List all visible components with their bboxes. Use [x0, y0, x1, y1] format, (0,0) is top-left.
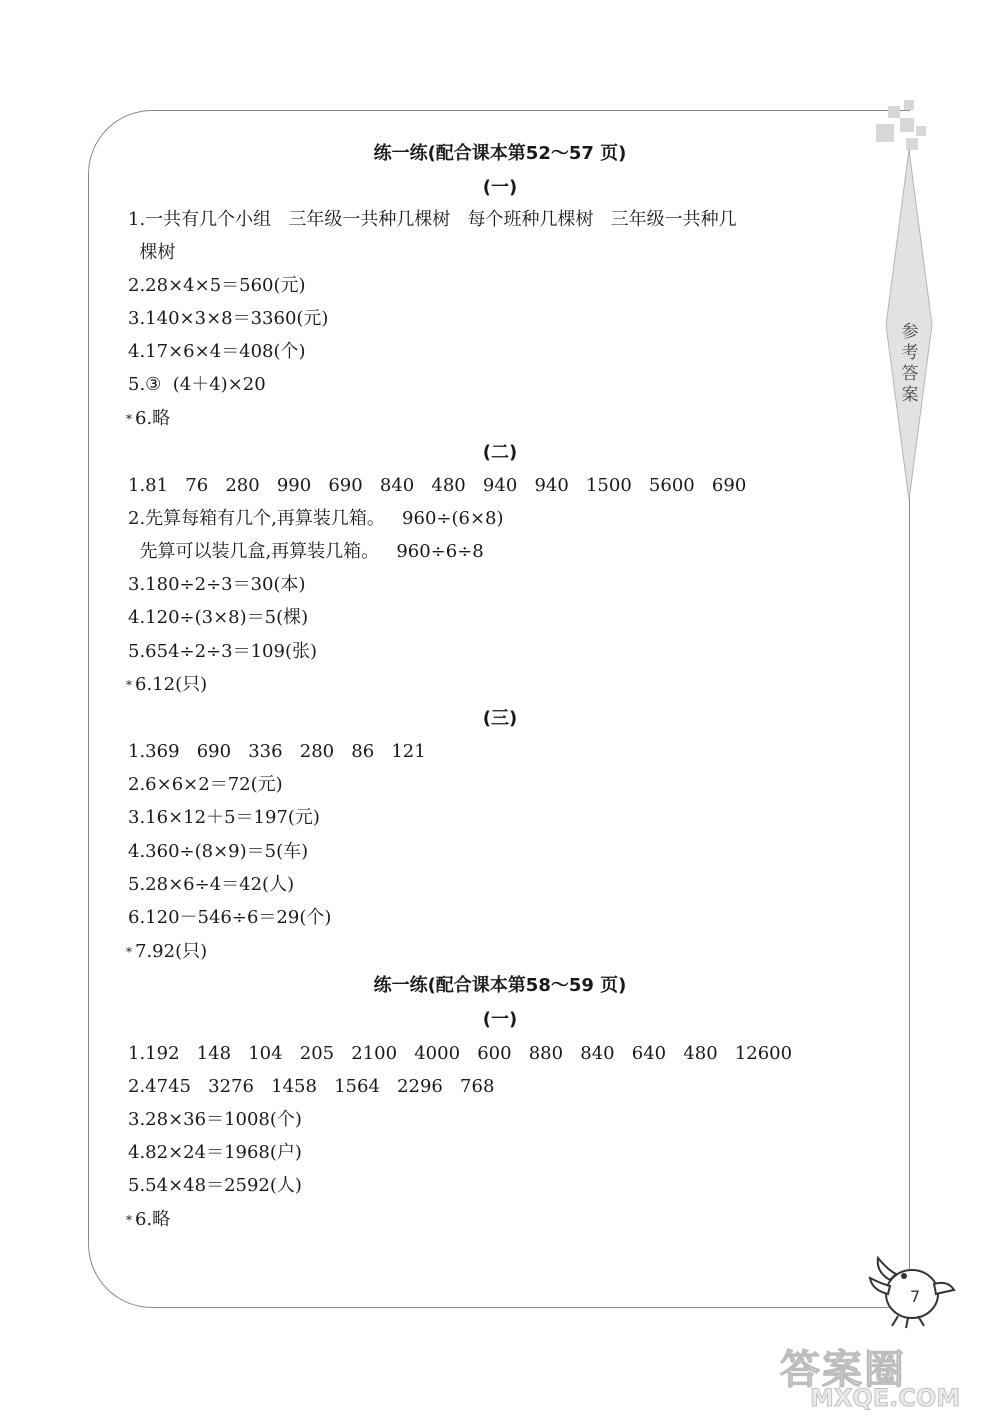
watermark-logo: [780, 1338, 990, 1418]
answer-text: 6.12(只): [135, 674, 208, 695]
answer-text: 6.略: [135, 408, 171, 429]
answer-line: 3.28×36＝1008(个): [128, 1109, 302, 1130]
answer-line: 先算可以装几盒,再算装几箱。 960÷6÷8: [128, 541, 484, 562]
part-heading: (一): [482, 1009, 518, 1030]
answer-line: 3.180÷2÷3＝30(本): [128, 574, 306, 595]
page-number: 7: [910, 1287, 921, 1306]
star-mark: *: [126, 945, 132, 959]
star-mark: *: [126, 678, 132, 692]
answer-line: 4.360÷(8×9)＝5(车): [128, 841, 309, 862]
answer-line: 4.82×24＝1968(户): [128, 1142, 302, 1163]
section-title: 练一练(配合课本第58～59 页): [373, 975, 627, 996]
part-heading: (三): [482, 708, 518, 729]
answer-line-starred: [126, 1208, 170, 1232]
answer-text: 7.92(只): [135, 941, 208, 962]
answer-line: 5.28×6÷4＝42(人): [128, 874, 295, 895]
section-title: 练一练(配合课本第52～57 页): [373, 143, 627, 164]
answer-line: 2.4745 3276 1458 1564 2296 768: [128, 1076, 495, 1097]
part-heading: (二): [482, 442, 518, 463]
side-label-answers: 参考答案: [901, 322, 919, 405]
answer-line: 5.③ (4＋4)×20: [128, 374, 266, 395]
watermark-url: MXQE.COM: [810, 1384, 961, 1412]
answer-line: 2.6×6×2＝72(元): [128, 774, 283, 795]
answer-line: 6.120－546÷6＝29(个): [128, 907, 332, 928]
answer-line: 5.54×48＝2592(人): [128, 1175, 302, 1196]
answer-line: 1.369 690 336 280 86 121: [128, 741, 426, 762]
answer-line-starred: [126, 673, 207, 697]
answer-line-starred: [126, 407, 170, 431]
answer-line: 1.192 148 104 205 2100 4000 600 880 840 640 480 12600: [128, 1043, 793, 1064]
bird-mascot-icon: [868, 1250, 958, 1330]
answer-line: 4.17×6×4＝408(个): [128, 341, 306, 362]
watermark-text: 答案圈: [780, 1347, 906, 1393]
answer-line: 2.28×4×5＝560(元): [128, 275, 306, 296]
star-mark: *: [126, 1213, 132, 1227]
answer-line: 4.120÷(3×8)＝5(棵): [128, 607, 309, 628]
answer-line: 1.一共有几个小组 三年级一共种几棵树 每个班种几棵树 三年级一共种几: [128, 209, 737, 230]
part-heading: (一): [482, 177, 518, 198]
answer-line-starred: [126, 940, 207, 964]
answer-line: 棵树: [128, 242, 176, 263]
answer-line: 1.81 76 280 990 690 840 480 940 940 1500 5600 690: [128, 475, 747, 496]
answer-line: 5.654÷2÷3＝109(张): [128, 641, 317, 662]
answer-line: 3.140×3×8＝3360(元): [128, 308, 329, 329]
answer-line: 3.16×12＋5＝197(元): [128, 807, 320, 828]
star-mark: *: [126, 412, 132, 426]
answer-text: 6.略: [135, 1209, 171, 1230]
answer-line: 2.先算每箱有几个,再算装几箱。 960÷(6×8): [128, 508, 504, 529]
